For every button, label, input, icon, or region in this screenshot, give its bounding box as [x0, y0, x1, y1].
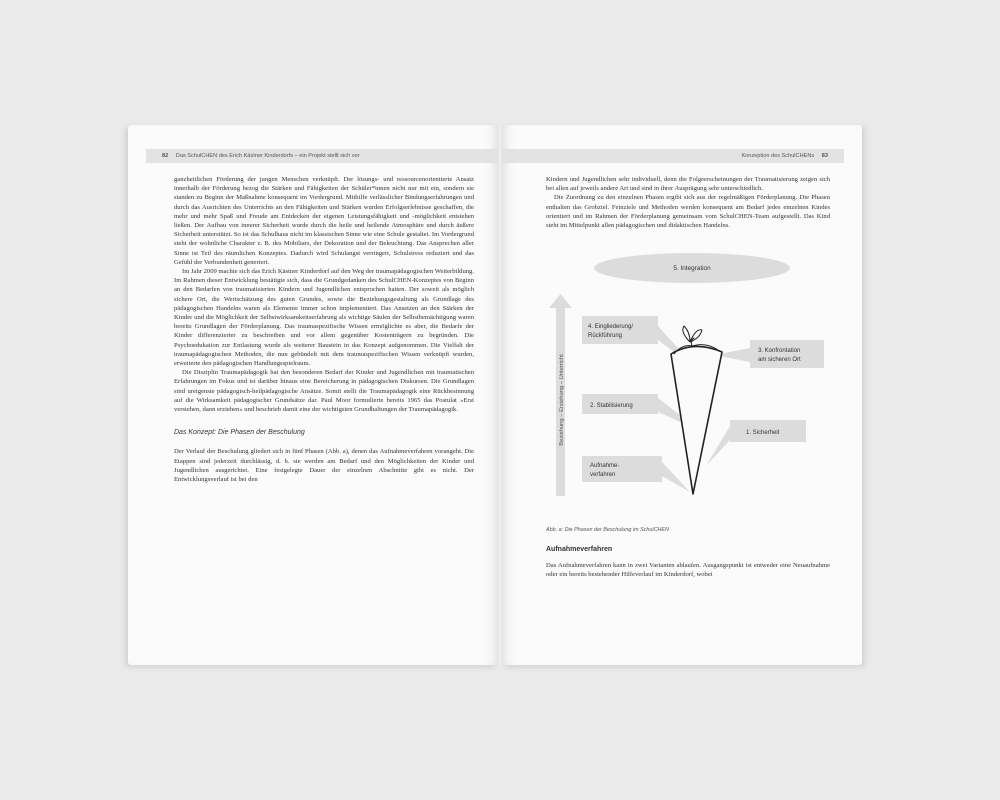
- paragraph: Im Jahr 2009 machte sich das Erich Kästner Kinderdorf auf den Weg der traumapädagogischen Weiterbildung. Im Rahmen dieser Entwicklung bestätigte sich, dass die Grundgedanken des SchulCHEN-Konzeptes von Beginn an den Bedarfen von traumatisierten Kindern und Jugendlichen entsprochen hatten. Der soweit als möglich sichere Ort, die Wertschätzung des guten Grundes, sowie die Beziehungsgestaltung als Grundlage des pädagogischen Handelns waren als Elemente immer schon implementiert. Das Ansetzen an den Stärken der Kinder und die Möglichkeit der Selbstwirksamkeitserfahrung als wichtige Säulen der Selbstbemächtigung waren bereits Grundlagen der Förderplanung. Das traumaspezifische Wissen ermöglichte es aber, die Bedarfe der Kinder differenzierter zu beschreiben und vor allem gegenüber Kostenträgern zu begründen. Die Psychoedukation zur Entlastung wurde als weiterer Baustein in das Konzept aufgenommen. Die Vielfalt der traumapädagogischen Methoden, die nun gebündelt mit dem traumaspezifischen Wissen verknüpft wurden, erweiterte den pädagogischen Handlungsspielraum.: [174, 268, 474, 368]
- phase-3-label-line2: am sicheren Ort: [758, 357, 801, 364]
- phase-3-box: [750, 340, 824, 368]
- right-running-header: [502, 149, 844, 163]
- right-page: [502, 125, 862, 665]
- paragraph: Die Disziplin Traumapädagogik hat den besonderen Bedarf der Kinder und Jugendlichen mit traumatischen Erfahrungen im Fokus und ist darüber hinaus eine Bereicherung in pädagogischen Diskursen. Die Grundlagen sind ureigenste pädagogisch-heilpädagogische Ansätze. Somit stellt die Traumapädagogik eine Rückbesinnung auf die Wirksamkeit pädagogischer Grundsätze dar. Paul Moor formulierte bereits 1965 das Postulat »Erst verstehen, dann erziehen« und beschrieb damit eine der wichtigsten Grundhaltungen der Traumapädagogik.: [174, 369, 474, 414]
- left-header-title: Das SchulCHEN des Erich Kästner Kinderdorfs – ein Projekt stellt sich vor: [175, 153, 360, 159]
- intake-label-line2: verfahren: [590, 472, 616, 479]
- paragraph: Der Verlauf der Beschulung gliedert sich in fünf Phasen (Abb. a), denen das Aufnahmeverfahren vorangeht. Die Etappen sind jederzeit durchlässig, d. h. sie werden am Bedarf und den Möglichkeiten der Kinder und Jugendlichen ausgerichtet. Eine festgelegte Dauer der einzelnen Abschnitte gibt es nicht. Der Entwicklungsverlauf ist bei den: [174, 448, 474, 484]
- right-page-number: 83: [821, 153, 828, 159]
- intake-box: [582, 456, 662, 482]
- paragraph: Kindern und Jugendlichen sehr individuell, denn die Folgeerscheinungen der Traumatisierung zeigen sich bei allen auf jeweils andere Art und sind in ihrer Ausprägung sehr unterschiedlich.: [546, 176, 830, 193]
- paragraph: Das Aufnahmeverfahren kann in zwei Varianten ablaufen. Ausgangspunkt ist entweder eine Neuaufnahme oder ein bereits bestehender Hilfeverlauf im Kinderdorf, wobei: [546, 561, 830, 578]
- right-header-title: Konzeption des SchulCHENs: [741, 153, 815, 159]
- school-cone-icon: [671, 326, 722, 494]
- section-heading: Das Konzept: Die Phasen der Beschulung: [174, 429, 305, 437]
- phase-1-label: 1. Sicherheit: [746, 430, 780, 437]
- figure-caption: Abb. a: Die Phasen der Beschulung im SchulCHEN: [546, 527, 669, 534]
- paragraph: ganzheitlichen Förderung der jungen Menschen verknüpft. Der lösungs- und ressourcenorientierte Ansatz innerhalb der Förderung bezog die Stärken und Fähigkeiten der Schüler*innen nicht nur mit ein, sondern sie standen zu Beginn der Maßnahme konsequent im Vordergrund. Mithilfe verlässlicher Bindungserfahrungen und durch das Ausrichten des Unterrichts an den Fähigkeiten und Stärken wurden Erfolgserlebnisse geschaffen, die mehr und mehr Spaß und Freude am Entdecken der eigenen Leistungsfähigkeit und -möglichkeit entstehen ließen. Der Aufbau von innerer Sicherheit wurde durch die heile und heilende Atmosphäre und durch äußere Sicherheit unterstützt. So ist das Schulhaus nicht im klassischen Sinne wie eine Schule gestaltet. Im Vordergrund steht der wohnliche Charakter z. B. des Mobiliars, der Dekoration und der Beleuchtung. Das Ansprechen aller Sinne ist Teil des räumlichen Konzeptes. Dadurch wird Schulangst verringert, Schulstress reduziert und das Gefühl der Verbundenheit generiert.: [174, 176, 474, 266]
- axis-arrow-head: [549, 294, 572, 308]
- left-page-number: 82: [162, 153, 169, 159]
- phases-diagram-svg: [546, 250, 830, 520]
- left-page: [128, 125, 498, 665]
- phase-4-box: [582, 316, 658, 344]
- left-text-column: [174, 175, 474, 484]
- axis-label: Beziehung – Erziehung – Unterricht: [559, 354, 565, 446]
- subheading: Aufnahmeverfahren: [546, 546, 613, 554]
- intake-pointer: [662, 462, 690, 492]
- left-running-header: [146, 149, 498, 163]
- phase-5-label: 5. Integration: [673, 265, 711, 273]
- phase-4-label-line1: 4. Eingliederung/: [588, 324, 634, 331]
- phase-4-label-line2: Rückführung: [588, 333, 623, 340]
- paragraph: Die Zuordnung zu den einzelnen Phasen ergibt sich aus der regelmäßigen Förderplanung. Die Phasen enthalten das Grobziel. Feinziele und Methoden werden konsequent am Bedarf jedes einzelnen Kindes orientiert und im Rahmen der Förderplanung gemeinsam vom SchulCHEN-Team aufgestellt. Das Kind steht im Mittelpunkt allen pädagogischen und didaktischen Handelns.: [546, 194, 830, 230]
- phases-diagram: [546, 250, 830, 520]
- phase-3-label-line1: 3. Konfrontation: [758, 348, 801, 355]
- phase-1-pointer: [706, 426, 730, 466]
- right-text-column: [546, 175, 830, 579]
- phase-2-label: 2. Stabilisierung: [590, 403, 633, 410]
- intake-label-line1: Aufnahme-: [590, 463, 620, 470]
